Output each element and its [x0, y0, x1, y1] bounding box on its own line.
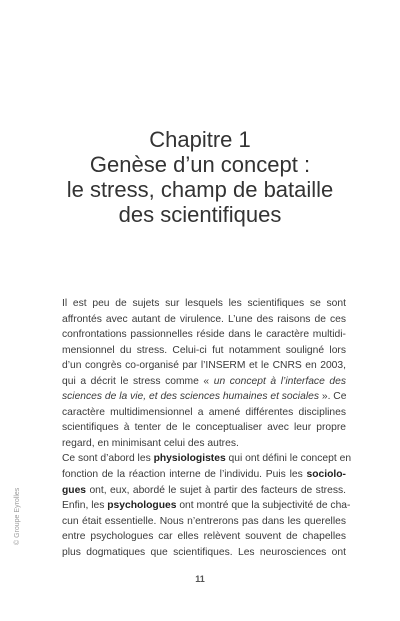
text-line [62, 451, 352, 467]
chapter-heading [40, 127, 360, 227]
text-line [62, 498, 351, 514]
text-fragment: Ce sont d’abord les [62, 453, 154, 465]
quote-italic: sciences de la vie, et des sciences humaines et sociales [62, 391, 319, 403]
text-line: d’un congrès co-organisé par l’INSERM et le CNRS en 2003, [62, 360, 346, 372]
body-text [62, 296, 352, 560]
page-number: 11 [195, 574, 205, 584]
text-line: affrontés avec autant de virulence. L’une des raisons de ces [62, 313, 346, 325]
text-line: Il est peu de sujets sur lesquels les scientifiques se sont [62, 298, 346, 309]
chapter-label: Chapitre 1 [149, 127, 251, 152]
text-line: cun était essentielle. Nous n’entrerons pas dans les querelles [62, 515, 346, 527]
quote-italic: un concept à l’interface des [213, 375, 347, 387]
term-psychologists: psychologues [107, 500, 177, 512]
chapter-title-line-1: Genèse d’un concept : [89, 152, 311, 177]
text-fragment: fonction de la réaction interne de l’individu. Puis les [62, 469, 307, 481]
term-physiologists: physiologistes [153, 453, 226, 465]
text-line [62, 389, 346, 405]
text-line: scientifiques à tenter de le conceptualiser avec leur propre [62, 422, 346, 434]
text-line [62, 374, 346, 390]
text-line: confrontations passionnelles réside dans le caractère multidi- [62, 329, 346, 341]
term-sociologists: sociolo- [306, 469, 346, 481]
text-fragment: ont montré que la subjectivité de cha- [176, 500, 351, 512]
text-line: mensionnel du stress. Celui-ci fut notamment souligné lors [62, 344, 346, 356]
paragraph-1 [62, 296, 346, 451]
text-line [62, 483, 346, 499]
text-line [62, 467, 346, 483]
copyright-side-credit: © Groupe Eyrolles [14, 487, 21, 545]
text-fragment: qui a décrit le stress comme « [62, 375, 214, 387]
text-fragment: Enfin, les [62, 500, 108, 512]
text-line: plus dogmatiques que scientifiques. Les neurosciences ont [62, 546, 346, 558]
text-fragment: ont, eux, abordé le sujet à partir des facteurs de stress. [86, 484, 346, 496]
chapter-title-line-3: des scientifiques [118, 202, 282, 227]
text-line: regard, en minimisant celui des autres. [62, 437, 239, 449]
text-line: caractère multidimensionnel a amené différentes disciplines [62, 406, 346, 418]
text-line: entre psychologues car elles relèvent souvent de chapelles [62, 531, 346, 543]
term-sociologists-end: gues [62, 484, 87, 496]
text-fragment: ». Ce [319, 391, 347, 403]
paragraph-2 [62, 451, 352, 560]
chapter-title-line-2: le stress, champ de bataille [66, 177, 334, 202]
text-fragment: qui ont défini le concept en [225, 453, 352, 465]
